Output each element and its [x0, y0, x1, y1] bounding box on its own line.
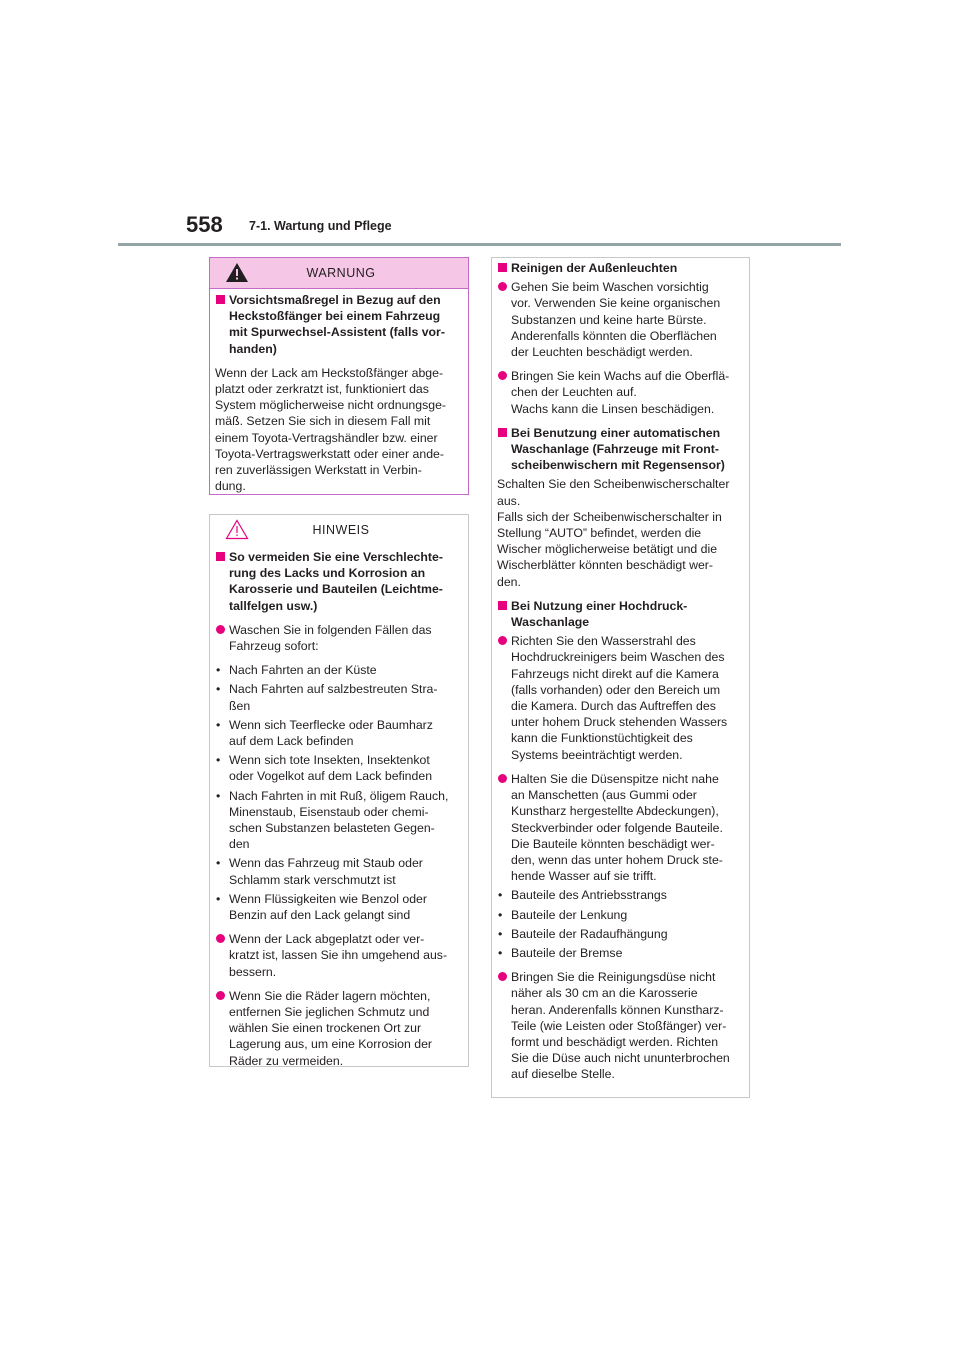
text-line: scheibenwischern mit Regensensor): [511, 458, 725, 473]
text-line: den, wenn das unter hohem Druck ste-: [511, 852, 723, 867]
caution-triangle-icon: [225, 519, 249, 540]
text-line: näher als 30 cm an die Karosserie: [511, 986, 698, 1001]
lights-para-1: [497, 279, 744, 360]
text-line: Systems beeinträchtigt werden.: [511, 747, 683, 762]
text-line: Stellung “AUTO” befindet, werden die: [497, 526, 702, 541]
warning-triangle-icon: [225, 262, 249, 283]
section-title: 7-1. Wartung und Pflege: [249, 219, 392, 233]
paint-damage-para: [215, 931, 463, 980]
carwash-heading: [497, 425, 744, 474]
text-line: Bringen Sie die Reinigungsdüse nicht: [511, 970, 716, 985]
circle-marker-icon: [216, 991, 225, 1000]
text-line: Wenn der Lack abgeplatzt oder ver-: [229, 932, 425, 947]
text-line: Räder zu vermeiden.: [229, 1053, 344, 1068]
text-line: Bauteile der Lenkung: [511, 907, 628, 922]
circle-marker-icon: [216, 625, 225, 634]
circle-marker-icon: [498, 282, 507, 291]
text-line: Bringen Sie kein Wachs auf die Oberflä-: [511, 369, 730, 384]
note-title: HINWEIS: [312, 523, 370, 537]
text-line: Kunstharz hergestellte Abdeckungen),: [511, 804, 719, 819]
text-line: bessern.: [229, 964, 277, 979]
high-pressure-para-2: [497, 771, 744, 884]
text-line: Toyota-Vertragswerkstatt oder einer ande-: [215, 446, 444, 461]
note-box-header: [210, 515, 468, 545]
text-line: hende Wasser auf sie trifft.: [511, 869, 657, 884]
warning-box-header: [210, 258, 468, 289]
wash-intro: [215, 622, 463, 654]
text-line: Teile (wie Leisten oder Stoßfänger) ver-: [511, 1018, 727, 1033]
text-line: entfernen Sie jeglichen Schmutz und: [229, 1005, 430, 1020]
text-line: System möglicherweise nicht ordnungsge-: [215, 398, 447, 413]
right-column-box: [491, 257, 750, 1098]
high-pressure-para-3: [497, 969, 744, 1082]
text-line: Karosserie und Bauteilen (Leichtme-: [229, 582, 443, 597]
text-line: Lagerung aus, um eine Korrosion der: [229, 1037, 433, 1052]
text-line: Reinigen der Außenleuchten: [511, 261, 678, 275]
text-line: Sie die Düse auch nicht ununterbrochen: [511, 1051, 730, 1066]
text-line: auf dem Lack befinden: [229, 734, 354, 749]
text-line: wählen Sie einen trockenen Ort zur: [229, 1021, 422, 1036]
text-line: formt und beschädigt werden. Richten: [511, 1034, 719, 1049]
list-item: [497, 926, 744, 942]
text-line: heran. Anderenfalls können Kunstharz-: [511, 1002, 724, 1017]
text-line: Anderenfalls könnten die Oberflächen: [511, 328, 717, 343]
bullet-marker-icon: •: [216, 682, 221, 697]
text-line: tallfelgen usw.): [229, 598, 318, 613]
text-line: einem Toyota-Vertragshändler bzw. einer: [215, 430, 438, 445]
bullet-marker-icon: •: [498, 907, 503, 922]
text-line: mit Spurwechsel-Assistent (falls vor-: [229, 325, 445, 340]
lights-para-2: [497, 368, 744, 417]
text-line: Steckverbinder oder folgende Bauteile.: [511, 820, 723, 835]
warning-heading: [215, 292, 463, 357]
bullet-marker-icon: •: [216, 891, 221, 906]
wash-cases-list: [215, 662, 463, 923]
text-line: Bauteile der Bremse: [511, 945, 623, 960]
list-item: [215, 855, 463, 887]
square-marker-icon: [498, 428, 507, 437]
text-line: Wenn der Lack am Heckstoßfänger abge-: [215, 365, 444, 380]
text-line: Benzin auf den Lack gelangt sind: [229, 908, 411, 923]
text-line: handen): [229, 341, 277, 356]
bullet-marker-icon: •: [498, 945, 503, 960]
text-line: Nach Fahrten in mit Ruß, öligem Rauch,: [229, 788, 449, 803]
text-line: (falls vorhanden) oder den Bereich um: [511, 682, 721, 697]
circle-marker-icon: [498, 636, 507, 645]
list-item: [497, 887, 744, 903]
text-line: Waschanlage: [511, 615, 590, 630]
text-line: ren zuverlässigen Werkstatt in Verbin-: [215, 463, 422, 478]
text-line: Waschen Sie in folgenden Fällen das: [229, 622, 432, 637]
bullet-marker-icon: •: [498, 926, 503, 941]
list-item: [215, 717, 463, 749]
text-line: Nach Fahrten auf salzbestreuten Stra-: [229, 682, 438, 697]
text-line: Waschanlage (Fahrzeuge mit Front-: [511, 442, 719, 457]
text-line: Bauteile der Radaufhängung: [511, 926, 668, 941]
text-line: Hochdruckreinigers beim Waschen des: [511, 650, 725, 665]
text-line: Wenn sich tote Insekten, Insektenkot: [229, 753, 430, 768]
text-line: Die Bauteile könnten beschädigt wer-: [511, 836, 715, 851]
text-line: unter hohem Druck stehenden Wassers: [511, 715, 728, 730]
list-item: [215, 788, 463, 853]
text-line: rung des Lacks und Korrosion an: [229, 566, 426, 581]
text-line: den: [229, 837, 250, 852]
square-marker-icon: [498, 263, 507, 272]
text-line: Heckstoßfänger bei einem Fahrzeug: [229, 309, 441, 324]
note-box: [209, 514, 469, 1067]
circle-marker-icon: [498, 774, 507, 783]
circle-marker-icon: [216, 934, 225, 943]
warning-title: WARNUNG: [306, 266, 376, 280]
text-line: Schalten Sie den Scheibenwischerschalter: [497, 477, 730, 492]
warning-box: [209, 257, 469, 495]
circle-marker-icon: [498, 371, 507, 380]
text-line: auf dieselbe Stelle.: [511, 1067, 615, 1082]
bullet-marker-icon: •: [216, 856, 221, 871]
list-item: [215, 662, 463, 678]
header-rule: [118, 243, 841, 246]
square-marker-icon: [498, 601, 507, 610]
text-line: platzt oder zerkratzt ist, funktioniert das: [215, 382, 429, 397]
high-pressure-heading: [497, 598, 744, 630]
text-line: Wischerblätter könnten beschädigt wer-: [497, 558, 713, 573]
text-line: Wachs kann die Linsen beschädigen.: [511, 401, 715, 416]
text-line: den.: [497, 574, 521, 589]
square-marker-icon: [216, 295, 225, 304]
warning-body: [215, 365, 463, 495]
text-line: Substanzen und keine harte Bürste.: [511, 312, 707, 327]
bullet-marker-icon: •: [216, 788, 221, 803]
text-line: Wenn Flüssigkeiten wie Benzol oder: [229, 891, 427, 906]
text-line: Nach Fahrten an der Küste: [229, 663, 377, 678]
text-line: Wenn Sie die Räder lagern möchten,: [229, 988, 431, 1003]
text-line: mäß. Setzen Sie sich in diesem Fall mit: [215, 414, 431, 429]
text-line: Fahrzeug sofort:: [229, 639, 319, 654]
text-line: die Kamera. Durch das Auftreffen des: [511, 699, 716, 714]
text-line: Bei Benutzung einer automatischen: [511, 425, 721, 440]
text-line: ßen: [229, 698, 251, 713]
circle-marker-icon: [498, 972, 507, 981]
text-line: aus.: [497, 493, 521, 508]
text-line: Falls sich der Scheibenwischerschalter in: [497, 509, 722, 524]
bullet-marker-icon: •: [216, 663, 221, 678]
text-line: oder Vogelkot auf dem Lack befinden: [229, 769, 433, 784]
text-line: Gehen Sie beim Waschen vorsichtig: [511, 280, 709, 295]
text-line: vor. Verwenden Sie keine organischen: [511, 296, 721, 311]
bullet-marker-icon: •: [216, 717, 221, 732]
text-line: So vermeiden Sie eine Verschlechte-: [229, 550, 443, 564]
text-line: Fahrzeugs nicht direkt auf die Kamera: [511, 666, 719, 681]
text-line: schen Substanzen belasteten Gegen-: [229, 821, 435, 836]
text-line: Vorsichtsmaßregel in Bezug auf den: [229, 293, 441, 307]
carwash-body: [497, 476, 744, 589]
list-item: [215, 681, 463, 713]
text-line: Bauteile des Antriebsstrangs: [511, 888, 667, 903]
text-line: Wenn sich Teerflecke oder Baumharz: [229, 717, 433, 732]
text-line: Bei Nutzung einer Hochdruck-: [511, 598, 688, 613]
high-pressure-para-1: [497, 633, 744, 763]
text-line: Halten Sie die Düsenspitze nicht nahe: [511, 771, 719, 786]
text-line: Richten Sie den Wasserstrahl des: [511, 634, 696, 649]
note-heading: [215, 549, 463, 614]
page-number: 558: [186, 212, 223, 237]
text-line: kann die Funktionstüchtigkeit des: [511, 731, 693, 746]
text-line: Schlamm stark verschmutzt ist: [229, 872, 396, 887]
wheel-storage-para: [215, 988, 463, 1069]
text-line: an Manschetten (aus Gummi oder: [511, 788, 697, 803]
text-line: dung.: [215, 479, 246, 494]
square-marker-icon: [216, 552, 225, 561]
list-item: [497, 945, 744, 961]
lights-heading: [497, 260, 744, 276]
text-line: kratzt ist, lassen Sie ihn umgehend aus-: [229, 948, 448, 963]
text-line: chen der Leuchten auf.: [511, 385, 637, 400]
text-line: Wenn das Fahrzeug mit Staub oder: [229, 856, 423, 871]
text-line: Wischer möglicherweise betätigt und die: [497, 542, 718, 557]
text-line: der Leuchten beschädigt werden.: [511, 345, 693, 360]
component-list: [497, 887, 744, 961]
list-item: [215, 752, 463, 784]
list-item: [497, 907, 744, 923]
list-item: [215, 891, 463, 923]
bullet-marker-icon: •: [216, 753, 221, 768]
text-line: Minenstaub, Eisenstaub oder chemi-: [229, 804, 429, 819]
bullet-marker-icon: •: [498, 888, 503, 903]
